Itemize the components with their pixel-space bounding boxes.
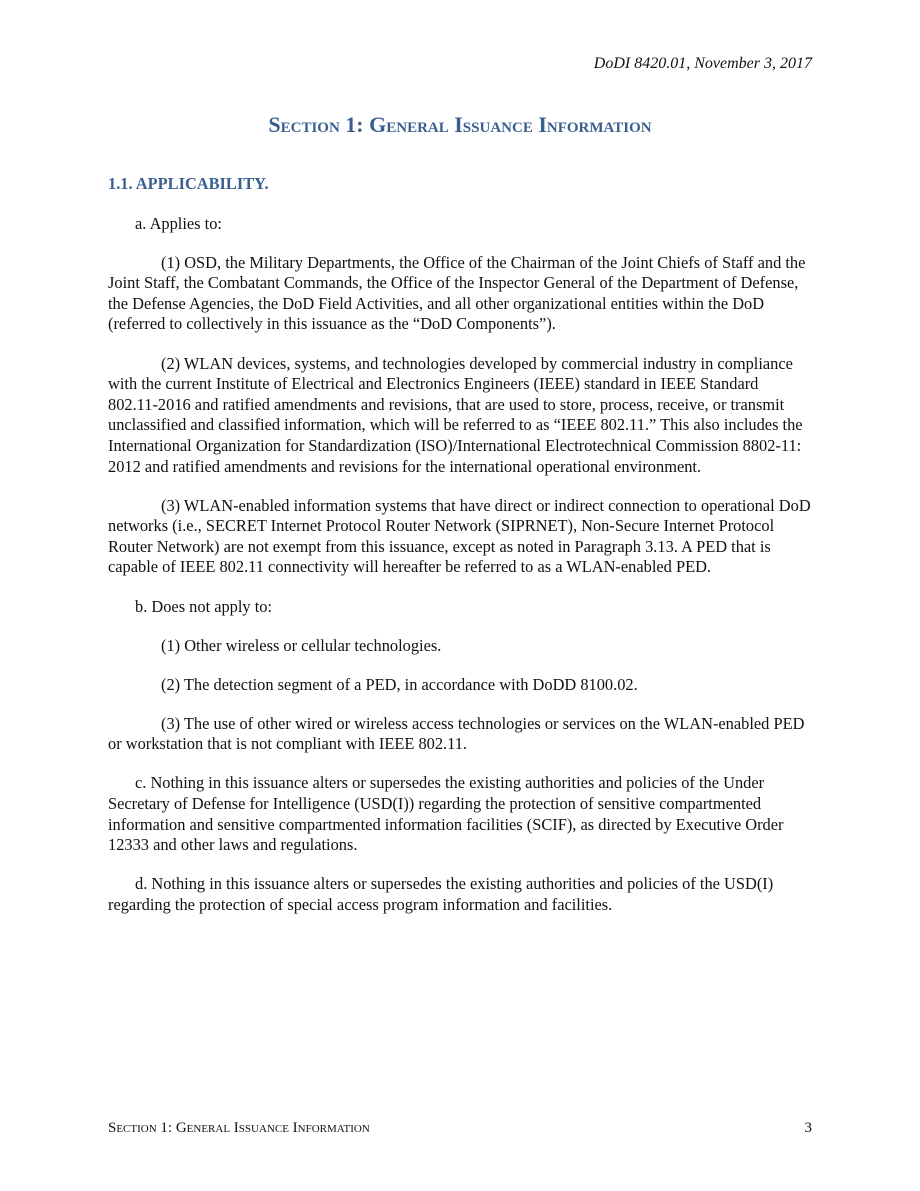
paragraph-a: a. Applies to:: [135, 213, 222, 233]
footer-section-title: Section 1: General Issuance Information: [108, 1120, 370, 1136]
paragraph-b: b. Does not apply to:: [135, 596, 273, 616]
paragraph-d: d. Nothing in this issuance alters or supersedes the existing authorities and policies of the USD(I) regarding the protection of special access program information and facilities.: [108, 874, 774, 914]
paragraph-b-2: (2) The detection segment of a PED, in accordance with DoDD 8100.02.: [161, 674, 638, 694]
paragraph-a-2: (2) WLAN devices, systems, and technologies developed by commercial industry in compliance with the current Institute of Electrical and Electronics Engineers (IEEE) standard in IEEE Standard 802.11-2016 and ratified amendments and revisions, that are used to store, process, receive, or transmit unclassified and classified information, which will be referred to as “IEEE 802.11.” This also includes the International Organization for Standardization (ISO)/International Electrotechnical Commission 8802-11: 2012 and ratified amendments and revisions for the international operational environment.: [108, 353, 803, 476]
header-document-reference: DoDI 8420.01, November 3, 2017: [593, 55, 812, 72]
paragraph-c: c. Nothing in this issuance alters or supersedes the existing authorities and policies of the Under Secretary of Defense for Intelligence (USD(I)) regarding the protection of sensitive compartmented information and sensitive compartmented information facilities (SCIF), as directed by Executive Order 12333 and other laws and regulations.: [108, 773, 784, 855]
paragraph-a-3: (3) WLAN-enabled information systems that have direct or indirect connection to operational DoD networks (i.e., SECRET Internet Protocol Router Network (SIPRNET), Non-Secure Internet Protocol Router Network) are not exempt from this issuance, except as noted in Paragraph 3.13. A PED that is capable of IEEE 802.11 connectivity will hereafter be referred to as a WLAN-enabled PED.: [108, 495, 811, 577]
paragraph-b-3: (3) The use of other wired or wireless access technologies or services on the WLAN-enabled PED or workstation that is not compliant with IEEE 802.11.: [108, 713, 805, 754]
paragraph-a-1: (1) OSD, the Military Departments, the Office of the Chairman of the Joint Chiefs of Staff and the Joint Staff, the Combatant Commands, the Office of the Inspector General of the Department of Defense, the Defense Agencies, the DoD Field Activities, and all other organizational entities within the DoD (referred to collectively in this issuance as the “DoD Components”).: [108, 252, 806, 334]
page-number: 3: [804, 1120, 812, 1136]
subsection-heading-applicability: 1.1. APPLICABILITY.: [108, 174, 269, 193]
section-title: Section 1: General Issuance Information: [268, 112, 652, 137]
paragraph-b-1: (1) Other wireless or cellular technologies.: [161, 635, 442, 655]
document-body: [108, 174, 812, 934]
